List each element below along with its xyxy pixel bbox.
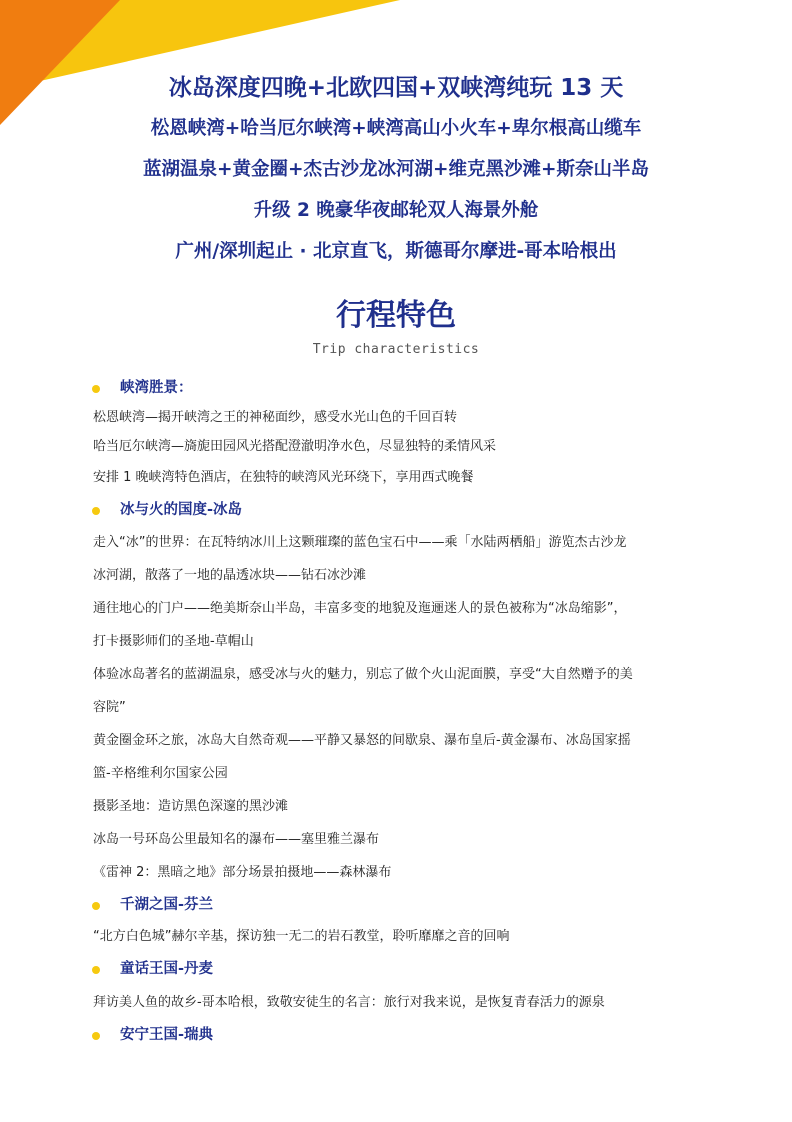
feature-heading bbox=[92, 953, 733, 986]
feature-heading-text: 千湖之国-芬兰 bbox=[120, 897, 214, 913]
feature-heading bbox=[92, 374, 733, 403]
feature-heading bbox=[92, 890, 733, 921]
subtitle-iceland: 蓝湖温泉+黄金圈+杰古沙龙冰河湖+维克黑沙滩+斯奈山半岛 bbox=[142, 159, 649, 180]
subtitle-cruise: 升级 2 晚豪华夜邮轮双人海景外舱 bbox=[253, 200, 539, 221]
bullet-icon bbox=[92, 966, 100, 974]
feature-line: 拜访美人鱼的故乡-哥本哈根，致敬安徒生的名言：旅行对我来说，是恢复青春活力的源泉 bbox=[93, 995, 605, 1010]
feature-heading-text: 冰与火的国度-冰岛 bbox=[120, 502, 243, 518]
feature-line: 打卡摄影师们的圣地-草帽山 bbox=[93, 634, 254, 649]
feature-line: 冰岛一号环岛公里最知名的瀑布——塞里雅兰瀑布 bbox=[93, 832, 380, 847]
bullet-icon bbox=[92, 1032, 100, 1040]
feature-line: 《雷神 2：黑暗之地》部分场景拍摄地——森林瀑布 bbox=[93, 865, 392, 880]
bullet-icon bbox=[92, 902, 100, 910]
feature-heading-text: 童话王国-丹麦 bbox=[120, 961, 214, 977]
feature-line: 冰河湖，散落了一地的晶透冰块——钻石冰沙滩 bbox=[93, 568, 367, 583]
feature-heading bbox=[92, 495, 733, 526]
main-title: 冰岛深度四晚+北欧四国+双峡湾纯玩 13 天 bbox=[168, 75, 624, 101]
section-title: 行程特色 bbox=[336, 298, 456, 333]
feature-line: 哈当厄尔峡湾—旖旎田园风光搭配澄澈明净水色，尽显独特的柔情风采 bbox=[93, 439, 497, 454]
feature-heading-text: 峡湾胜景： bbox=[120, 380, 193, 396]
bullet-icon bbox=[92, 385, 100, 393]
subtitle-fjords: 松恩峡湾+哈当厄尔峡湾+峡湾高山小火车+卑尔根高山缆车 bbox=[150, 118, 642, 139]
feature-line: 安排 1 晚峡湾特色酒店，在独特的峡湾风光环绕下，享用西式晚餐 bbox=[93, 470, 474, 485]
feature-line: “北方白色城”赫尔辛基，探访独一无二的岩石教堂，聆听靡靡之音的回响 bbox=[93, 929, 510, 944]
feature-line: 容院” bbox=[93, 700, 126, 715]
feature-line: 通往地心的门户——绝美斯奈山半岛，丰富多变的地貌及迤逦迷人的景色被称为“冰岛缩影”， bbox=[93, 601, 627, 616]
feature-heading bbox=[92, 1020, 733, 1051]
feature-line: 体验冰岛著名的蓝湖温泉，感受冰与火的魅力，别忘了做个火山泥面膜，享受“大自然赠予的美 bbox=[93, 667, 633, 682]
subtitle-route: 广州/深圳起止 · 北京直飞，斯德哥尔摩进-哥本哈根出 bbox=[175, 241, 617, 262]
section-subtitle: Trip characteristics bbox=[312, 342, 480, 357]
feature-line: 篮-辛格维利尔国家公园 bbox=[93, 766, 228, 781]
feature-line: 黄金圈金环之旅，冰岛大自然奇观——平静又暴怒的间歇泉、瀑布皇后-黄金瀑布、冰岛国家摇 bbox=[93, 733, 631, 748]
feature-line: 走入“冰”的世界：在瓦特纳冰川上这颗璀璨的蓝色宝石中——乘「水陆两栖船」游览杰古沙龙 bbox=[93, 535, 627, 550]
feature-line: 摄影圣地：造访黑色深邃的黑沙滩 bbox=[93, 799, 289, 814]
feature-heading-text: 安宁王国-瑞典 bbox=[120, 1027, 214, 1043]
feature-list bbox=[93, 374, 733, 1051]
feature-line: 松恩峡湾—揭开峡湾之王的神秘面纱，感受水光山色的千回百转 bbox=[93, 410, 458, 425]
bullet-icon bbox=[92, 507, 100, 515]
title-block bbox=[0, 68, 792, 272]
